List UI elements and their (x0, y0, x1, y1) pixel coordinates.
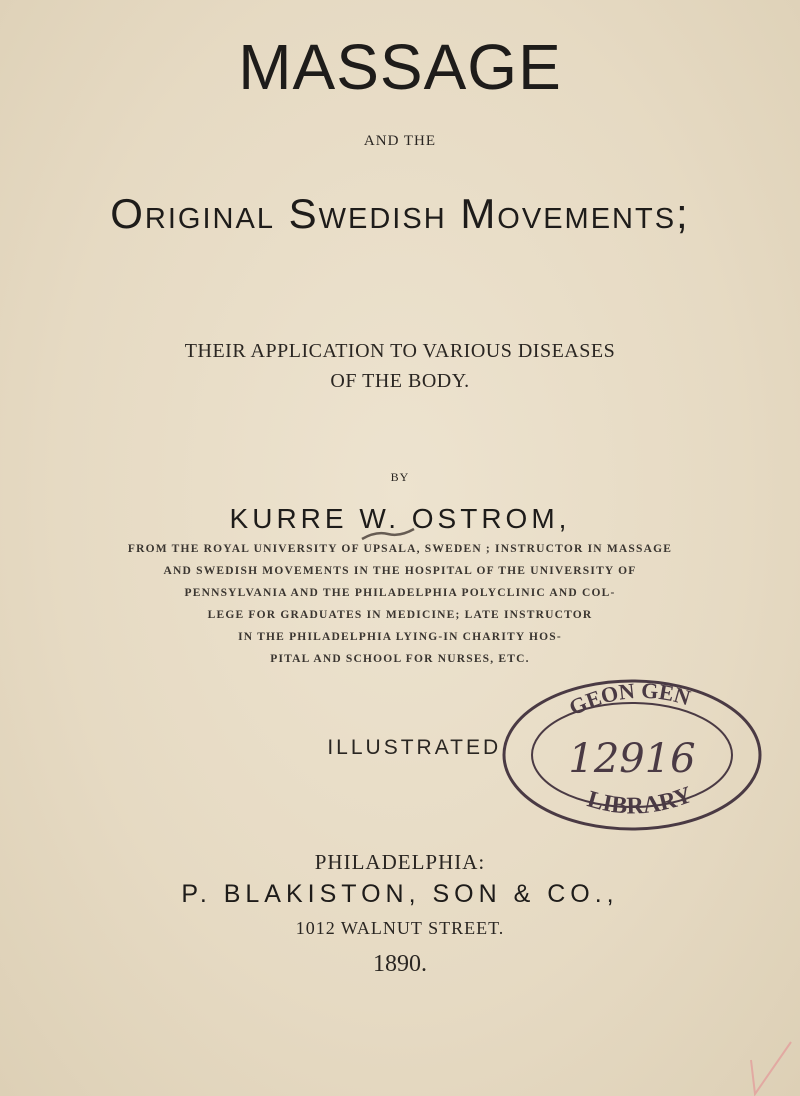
credential-line: FROM THE ROYAL UNIVERSITY OF UPSALA, SWEDEN ; INSTRUCTOR IN MASSAGE (127, 543, 673, 555)
pencil-mark (745, 1040, 795, 1096)
credential-line: LEGE FOR GRADUATES IN MEDICINE; LATE INSTRUCTOR (207, 609, 593, 621)
credential-line: PITAL AND SCHOOL FOR NURSES, ETC. (270, 653, 530, 665)
by-line: BY (390, 470, 410, 484)
svg-text:LIBRARY: LIBRARY (584, 782, 696, 820)
book-title: MASSAGE (238, 31, 562, 103)
application-line-1: THEIR APPLICATION TO VARIOUS DISEASES (184, 340, 616, 362)
credential-line: PENNSYLVANIA AND THE PHILADELPHIA POLYCLINIC AND COL- (184, 587, 616, 599)
book-subtitle: Original Swedish Movements; (110, 190, 690, 237)
svg-text:12916: 12916 (568, 736, 696, 782)
application-line-2: OF THE BODY. (330, 370, 470, 392)
publication-year: 1890. (373, 951, 427, 977)
publisher-name: P. BLAKISTON, SON & CO., (181, 880, 619, 908)
illustrated-label: ILLUSTRATED. (327, 736, 510, 759)
and-the-line: AND THE (363, 133, 437, 149)
author-name: KURRE W. OSTROM, (229, 503, 571, 534)
svg-text:GEON GEN: GEON GEN (565, 677, 694, 721)
credential-line: IN THE PHILADELPHIA LYING-IN CHARITY HOS- (238, 631, 562, 643)
publisher-address: 1012 WALNUT STREET. (295, 918, 505, 938)
library-stamp (495, 672, 770, 837)
ink-smudge (358, 525, 418, 543)
imprint-city: PHILADELPHIA: (314, 850, 486, 874)
credential-line: AND SWEDISH MOVEMENTS IN THE HOSPITAL OF THE UNIVERSITY OF (163, 565, 637, 577)
